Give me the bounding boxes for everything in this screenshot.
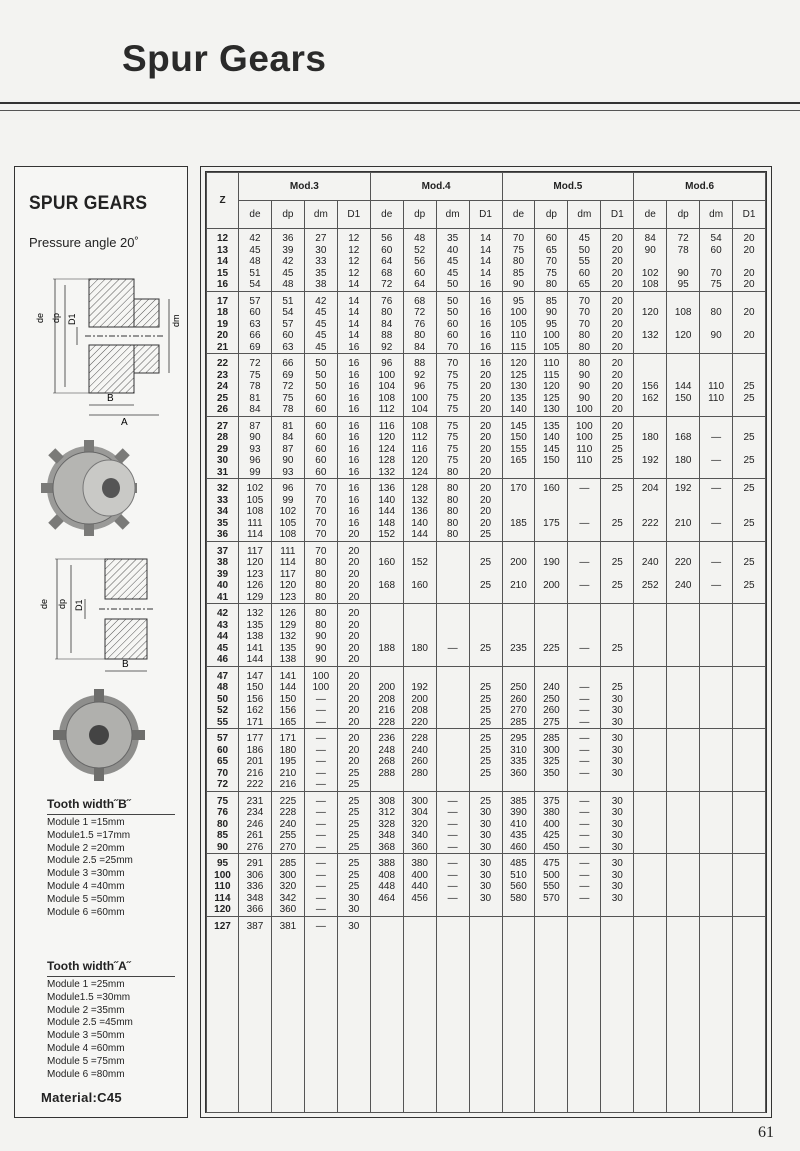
list-item: Module 4 =40mm (47, 880, 125, 892)
table-cell: 20 20 20 20 20 (337, 666, 370, 729)
table-cell: 240 250 260 275 (535, 666, 568, 729)
table-cell: 16 16 16 16 16 (337, 354, 370, 417)
table-cell: 132 135 138 141 144 (239, 604, 272, 667)
list-item: Module1.5 =17mm (47, 829, 131, 841)
table-cell: 20 20 20 20 20 (601, 354, 634, 417)
table-row (207, 791, 766, 854)
table-cell (733, 666, 766, 729)
table-cell (733, 604, 766, 667)
table-cell: 147 150 156 162 171 (239, 666, 272, 729)
table-cell: 188 (370, 604, 403, 667)
table-cell: 387 (239, 916, 272, 1112)
table-cell (700, 604, 733, 667)
table-cell: 375 380 400 425 450 (535, 791, 568, 854)
table-cell: 291 306 336 348 366 (239, 854, 272, 917)
list-item: Module 6 =60mm (47, 906, 125, 918)
table-cell: — — — — — (304, 729, 337, 792)
table-cell: 20 20 20 20 20 (337, 541, 370, 604)
col-header: D1 (469, 201, 502, 229)
table-cell: 50 50 60 60 70 (436, 291, 469, 354)
table-cell (436, 916, 469, 1112)
table-cell: 381 (271, 916, 304, 1112)
table-cell: 102 105 108 111 114 (239, 479, 272, 542)
z-cell: 37 38 39 40 41 (207, 541, 239, 604)
table-cell: 20 20 20 20 25 (469, 479, 502, 542)
table-cell: 180 (403, 604, 436, 667)
module-header: Mod.4 (370, 173, 502, 201)
table-cell: 108 120 (667, 291, 700, 354)
table-cell: 80 90 90 90 100 (568, 354, 601, 417)
table-row (207, 291, 766, 354)
z-cell: 12 13 14 15 16 (207, 229, 239, 292)
table-body (207, 229, 766, 1113)
table-cell: 20 20 20 25 25 (337, 729, 370, 792)
table-cell (667, 729, 700, 792)
table-cell: 235 (502, 604, 535, 667)
table-cell (601, 916, 634, 1112)
dm-label: dm (171, 314, 181, 327)
table-cell: — — — — (568, 854, 601, 917)
table-cell (469, 916, 502, 1112)
table-cell: 25 (469, 604, 502, 667)
table-cell: 35 40 45 45 50 (436, 229, 469, 292)
table-cell: 25 25 25 30 30 (337, 854, 370, 917)
table-cell (634, 916, 667, 1112)
table-row (207, 666, 766, 729)
table-cell: 156 162 (634, 354, 667, 417)
table-cell: 120 132 (634, 291, 667, 354)
table-cell: 85 90 95 100 105 (535, 291, 568, 354)
table-cell: — (436, 604, 469, 667)
table-cell: — — (700, 479, 733, 542)
table-cell: 485 510 560 580 (502, 854, 535, 917)
list-item: Module 2 =35mm (47, 1004, 125, 1016)
col-header: dm (568, 201, 601, 229)
module-header: Mod.5 (502, 173, 634, 201)
z-cell: 75 76 80 85 90 (207, 791, 239, 854)
table-cell: 128 132 136 140 144 (403, 479, 436, 542)
list-item: Module 2.5 =45mm (47, 1017, 133, 1029)
table-cell: 80 90 (700, 291, 733, 354)
table-cell: 84 90 102 108 (634, 229, 667, 292)
list-item: Module 3 =30mm (47, 868, 125, 880)
table-cell (568, 916, 601, 1112)
list-item: Module 5 =50mm (47, 893, 125, 905)
table-cell: 385 390 410 435 460 (502, 791, 535, 854)
hub-gear-section-drawing (29, 263, 179, 428)
divider (47, 814, 175, 815)
table-cell: 70 75 80 85 90 (502, 229, 535, 292)
table-cell (700, 729, 733, 792)
table-cell: 30 30 30 30 30 (601, 791, 634, 854)
table-cell (436, 729, 469, 792)
table-cell: 57 60 63 66 69 (239, 291, 272, 354)
table-cell (370, 916, 403, 1112)
table-cell: 20 20 (733, 291, 766, 354)
table-cell: 30 30 30 30 (601, 729, 634, 792)
table-cell: 145 150 155 165 (502, 416, 535, 479)
table-cell (700, 791, 733, 854)
table-cell: 380 400 440 456 (403, 854, 436, 917)
z-header: Z (207, 173, 239, 229)
module-header: Mod.3 (239, 173, 371, 201)
table-cell: — — — — — (568, 791, 601, 854)
table-cell: 285 300 325 350 (535, 729, 568, 792)
table-cell: 168 180 (667, 416, 700, 479)
list-item: Module 2 =20mm (47, 842, 125, 854)
col-header: de (239, 201, 272, 229)
pressure-angle: Pressure angle 20˚ (29, 235, 139, 250)
table-cell (634, 791, 667, 854)
table-cell (667, 791, 700, 854)
table-cell: 111 114 117 120 123 (271, 541, 304, 604)
table-cell (502, 916, 535, 1112)
table-cell: — — — — — (436, 791, 469, 854)
a-label: A (121, 417, 128, 428)
table-cell: 110 115 120 125 130 (535, 354, 568, 417)
table-cell: — — — — (436, 854, 469, 917)
table-cell: 25 30 30 30 30 (469, 791, 502, 854)
table-cell: — — (700, 416, 733, 479)
table-cell: 144 150 (667, 354, 700, 417)
table-cell (403, 916, 436, 1112)
table-cell: 160 175 (535, 479, 568, 542)
table-cell: — — — — (568, 729, 601, 792)
tooth-width-b-list (47, 817, 133, 919)
table-cell: 72 75 78 81 84 (239, 354, 272, 417)
table-row (207, 479, 766, 542)
table-cell: 81 84 87 90 93 (271, 416, 304, 479)
table-cell: 88 92 96 100 104 (403, 354, 436, 417)
tooth-width-b-heading: Tooth width˝B˝ (47, 797, 131, 811)
table-cell (436, 666, 469, 729)
z-cell: 42 43 44 45 46 (207, 604, 239, 667)
tooth-width-a-list (47, 979, 133, 1081)
table-row (207, 916, 766, 1112)
col-header: de (502, 201, 535, 229)
table-cell: 25 25 25 25 25 (337, 791, 370, 854)
table-cell: 16 20 20 20 20 (469, 354, 502, 417)
list-item: Module 1 =15mm (47, 817, 125, 828)
table-cell: 87 90 93 96 99 (239, 416, 272, 479)
table-cell: 60 60 60 60 60 (304, 416, 337, 479)
table-cell: 152 160 (403, 541, 436, 604)
table-cell: 42 45 45 45 45 (304, 291, 337, 354)
table-cell (700, 854, 733, 917)
table-cell: 96 99 102 105 108 (271, 479, 304, 542)
z-cell: 17 18 19 20 21 (207, 291, 239, 354)
table-cell: 200 208 216 228 (370, 666, 403, 729)
header-rule (0, 102, 800, 104)
col-header: D1 (733, 201, 766, 229)
table-cell: 117 120 123 126 129 (239, 541, 272, 604)
table-cell (634, 666, 667, 729)
table-cell: 308 312 328 348 368 (370, 791, 403, 854)
table-cell (733, 916, 766, 1112)
table-cell: 75 75 75 75 80 (436, 416, 469, 479)
table-cell: 108 112 116 120 124 (403, 416, 436, 479)
divider (47, 976, 175, 977)
list-item: Module 6 =80mm (47, 1068, 125, 1080)
table-cell: 25 25 (733, 354, 766, 417)
dp-label-2: dp (57, 598, 67, 609)
b-label-2: B (122, 659, 129, 670)
table-cell: 25 25 (601, 479, 634, 542)
table-cell: 120 125 130 135 140 (502, 354, 535, 417)
z-cell: 32 33 34 35 36 (207, 479, 239, 542)
table-cell: 171 180 195 210 216 (271, 729, 304, 792)
table-cell: 45 50 55 60 65 (568, 229, 601, 292)
tooth-width-a-heading: Tooth width˝A˝ (47, 959, 131, 973)
list-item: Module 5 =75mm (47, 1055, 125, 1067)
table-cell: 30 30 30 30 (469, 854, 502, 917)
table-cell: 25 25 25 25 (469, 666, 502, 729)
table-cell: 20 20 20 20 20 (337, 604, 370, 667)
table-cell: 20 25 25 25 (601, 416, 634, 479)
table-cell: 225 (535, 604, 568, 667)
table-cell: 228 240 260 280 (403, 729, 436, 792)
table-cell: 141 144 150 156 165 (271, 666, 304, 729)
table-cell: 220 240 (667, 541, 700, 604)
module-header: Mod.6 (634, 173, 766, 201)
table-cell: — (304, 916, 337, 1112)
table-row (207, 229, 766, 292)
table-row (207, 854, 766, 917)
table-cell: 48 52 56 60 64 (403, 229, 436, 292)
col-header: dp (535, 201, 568, 229)
page-number: 61 (758, 1124, 774, 1141)
table-cell: 20 20 20 20 20 (601, 291, 634, 354)
table-cell: 300 304 320 340 360 (403, 791, 436, 854)
table-cell: 16 16 16 16 20 (337, 479, 370, 542)
table-cell: 76 80 84 88 92 (370, 291, 403, 354)
col-header: D1 (601, 201, 634, 229)
col-header: dp (271, 201, 304, 229)
table-cell: 25 25 25 25 (469, 729, 502, 792)
z-cell: 22 23 24 25 26 (207, 354, 239, 417)
table-cell: 200 210 (502, 541, 535, 604)
table-cell (634, 604, 667, 667)
table-cell: — — (700, 541, 733, 604)
table-cell: 135 140 145 150 (535, 416, 568, 479)
table-cell (733, 854, 766, 917)
table-row (207, 604, 766, 667)
table-cell: 16 16 16 16 16 (469, 291, 502, 354)
table-cell: 204 222 (634, 479, 667, 542)
table-cell: 68 72 76 80 84 (403, 291, 436, 354)
table-cell: 16 16 16 16 16 (337, 416, 370, 479)
z-cell: 57 60 65 70 72 (207, 729, 239, 792)
col-header: dp (403, 201, 436, 229)
table-cell: 30 30 30 30 (601, 854, 634, 917)
spec-table (206, 172, 766, 1113)
table-cell (700, 666, 733, 729)
table-cell (667, 854, 700, 917)
table-row (207, 541, 766, 604)
table-cell: 20 20 20 20 20 (469, 416, 502, 479)
table-cell: 25 25 (601, 541, 634, 604)
z-cell: 27 28 29 30 31 (207, 416, 239, 479)
table-cell (436, 541, 469, 604)
list-item: Module1.5 =30mm (47, 991, 131, 1003)
de-label: de (35, 312, 45, 323)
table-cell: 60 65 70 75 80 (535, 229, 568, 292)
col-header: dm (304, 201, 337, 229)
list-item: Module 2.5 =25mm (47, 855, 133, 867)
table-cell: 110 110 (700, 354, 733, 417)
table-cell: 475 500 550 570 (535, 854, 568, 917)
hub-gear-photo (29, 433, 179, 543)
table-cell: 25 25 (469, 541, 502, 604)
table-cell: 54 60 70 75 (700, 229, 733, 292)
table-cell: 51 54 57 60 63 (271, 291, 304, 354)
table-cell: 25 30 30 30 (601, 666, 634, 729)
list-item: Module 1 =25mm (47, 979, 125, 990)
table-cell: 192 200 208 220 (403, 666, 436, 729)
table-cell: 80 80 80 80 80 (436, 479, 469, 542)
table-cell: — — (568, 479, 601, 542)
table-cell: 14 14 14 14 16 (469, 229, 502, 292)
table-cell: 285 300 320 342 360 (271, 854, 304, 917)
table-cell: 12 12 12 12 14 (337, 229, 370, 292)
col-header: de (370, 201, 403, 229)
table-cell: 25 25 (733, 541, 766, 604)
table-cell: 70 80 80 80 80 (304, 541, 337, 604)
dp-label: dp (51, 312, 61, 323)
table-cell: 70 70 70 70 70 (304, 479, 337, 542)
table-cell (733, 791, 766, 854)
table-cell: 66 69 72 75 78 (271, 354, 304, 417)
table-cell: 20 20 20 20 20 (601, 229, 634, 292)
table-cell: 20 20 20 20 (733, 229, 766, 292)
side-title: SPUR GEARS (29, 193, 148, 214)
table-cell: 160 168 (370, 541, 403, 604)
table-cell: 70 70 70 80 80 (568, 291, 601, 354)
table-cell: 100 100 — — — (304, 666, 337, 729)
table-cell (667, 666, 700, 729)
table-cell: 42 45 48 51 54 (239, 229, 272, 292)
table-cell (634, 729, 667, 792)
table-cell: 72 78 90 95 (667, 229, 700, 292)
table-cell: 25 25 (733, 416, 766, 479)
col-header: dm (700, 201, 733, 229)
table-cell: 225 228 240 255 270 (271, 791, 304, 854)
table-cell: 25 (601, 604, 634, 667)
table-cell: 36 39 42 45 48 (271, 229, 304, 292)
table-cell: 14 14 14 14 16 (337, 291, 370, 354)
header-rule-thin (0, 110, 800, 111)
col-header: dp (667, 201, 700, 229)
table-cell: 388 408 448 464 (370, 854, 403, 917)
table-cell: — (568, 604, 601, 667)
plain-gear-section-drawing (29, 553, 179, 688)
col-header: dm (436, 201, 469, 229)
table-cell: 240 252 (634, 541, 667, 604)
table-cell: 100 100 110 110 (568, 416, 601, 479)
table-cell (535, 916, 568, 1112)
table-cell: 295 310 335 360 (502, 729, 535, 792)
table-row (207, 729, 766, 792)
b-label: B (107, 393, 114, 404)
table-row (207, 354, 766, 417)
de-label-2: de (39, 598, 49, 609)
table-cell: 25 25 (733, 479, 766, 542)
table-cell (667, 604, 700, 667)
table-cell: 70 75 75 75 75 (436, 354, 469, 417)
spec-table-frame (200, 166, 772, 1118)
table-cell: — — (568, 541, 601, 604)
z-cell: 47 48 50 52 55 (207, 666, 239, 729)
table-cell: 126 129 132 135 138 (271, 604, 304, 667)
table-cell: — — — — (568, 666, 601, 729)
table-cell: 192 210 (667, 479, 700, 542)
table-cell: 180 192 (634, 416, 667, 479)
table-cell: 50 50 50 60 60 (304, 354, 337, 417)
table-cell: 231 234 246 261 276 (239, 791, 272, 854)
table-cell: — — — — — (304, 791, 337, 854)
list-item: Module 3 =50mm (47, 1030, 125, 1042)
table-cell: 177 186 201 216 222 (239, 729, 272, 792)
table-cell (634, 854, 667, 917)
plain-gear-photo (29, 687, 179, 787)
z-cell: 95 100 110 114 120 (207, 854, 239, 917)
list-item: Module 4 =60mm (47, 1042, 125, 1054)
table-cell: 250 260 270 285 (502, 666, 535, 729)
table-cell (667, 916, 700, 1112)
spec-table-inner (205, 171, 767, 1113)
table-cell: 80 80 90 90 90 (304, 604, 337, 667)
table-cell: 116 120 124 128 132 (370, 416, 403, 479)
page-title: Spur Gears (122, 38, 327, 79)
col-header: de (634, 201, 667, 229)
table-cell: 170 185 (502, 479, 535, 542)
material-label: Material:C45 (41, 1090, 122, 1105)
table-cell: — — — — — (304, 854, 337, 917)
d1-label-2: D1 (74, 599, 84, 611)
d1-label: D1 (67, 313, 77, 325)
table-cell: 30 (337, 916, 370, 1112)
table-cell: 236 248 268 288 (370, 729, 403, 792)
table-cell (733, 729, 766, 792)
table-cell: 27 30 33 35 38 (304, 229, 337, 292)
table-row (207, 416, 766, 479)
table-cell: 56 60 64 68 72 (370, 229, 403, 292)
table-cell: 95 100 105 110 115 (502, 291, 535, 354)
col-header: D1 (337, 201, 370, 229)
table-cell: 190 200 (535, 541, 568, 604)
table-cell: 96 100 104 108 112 (370, 354, 403, 417)
z-cell: 127 (207, 916, 239, 1112)
table-cell: 136 140 144 148 152 (370, 479, 403, 542)
table-cell (700, 916, 733, 1112)
left-panel (14, 166, 188, 1118)
